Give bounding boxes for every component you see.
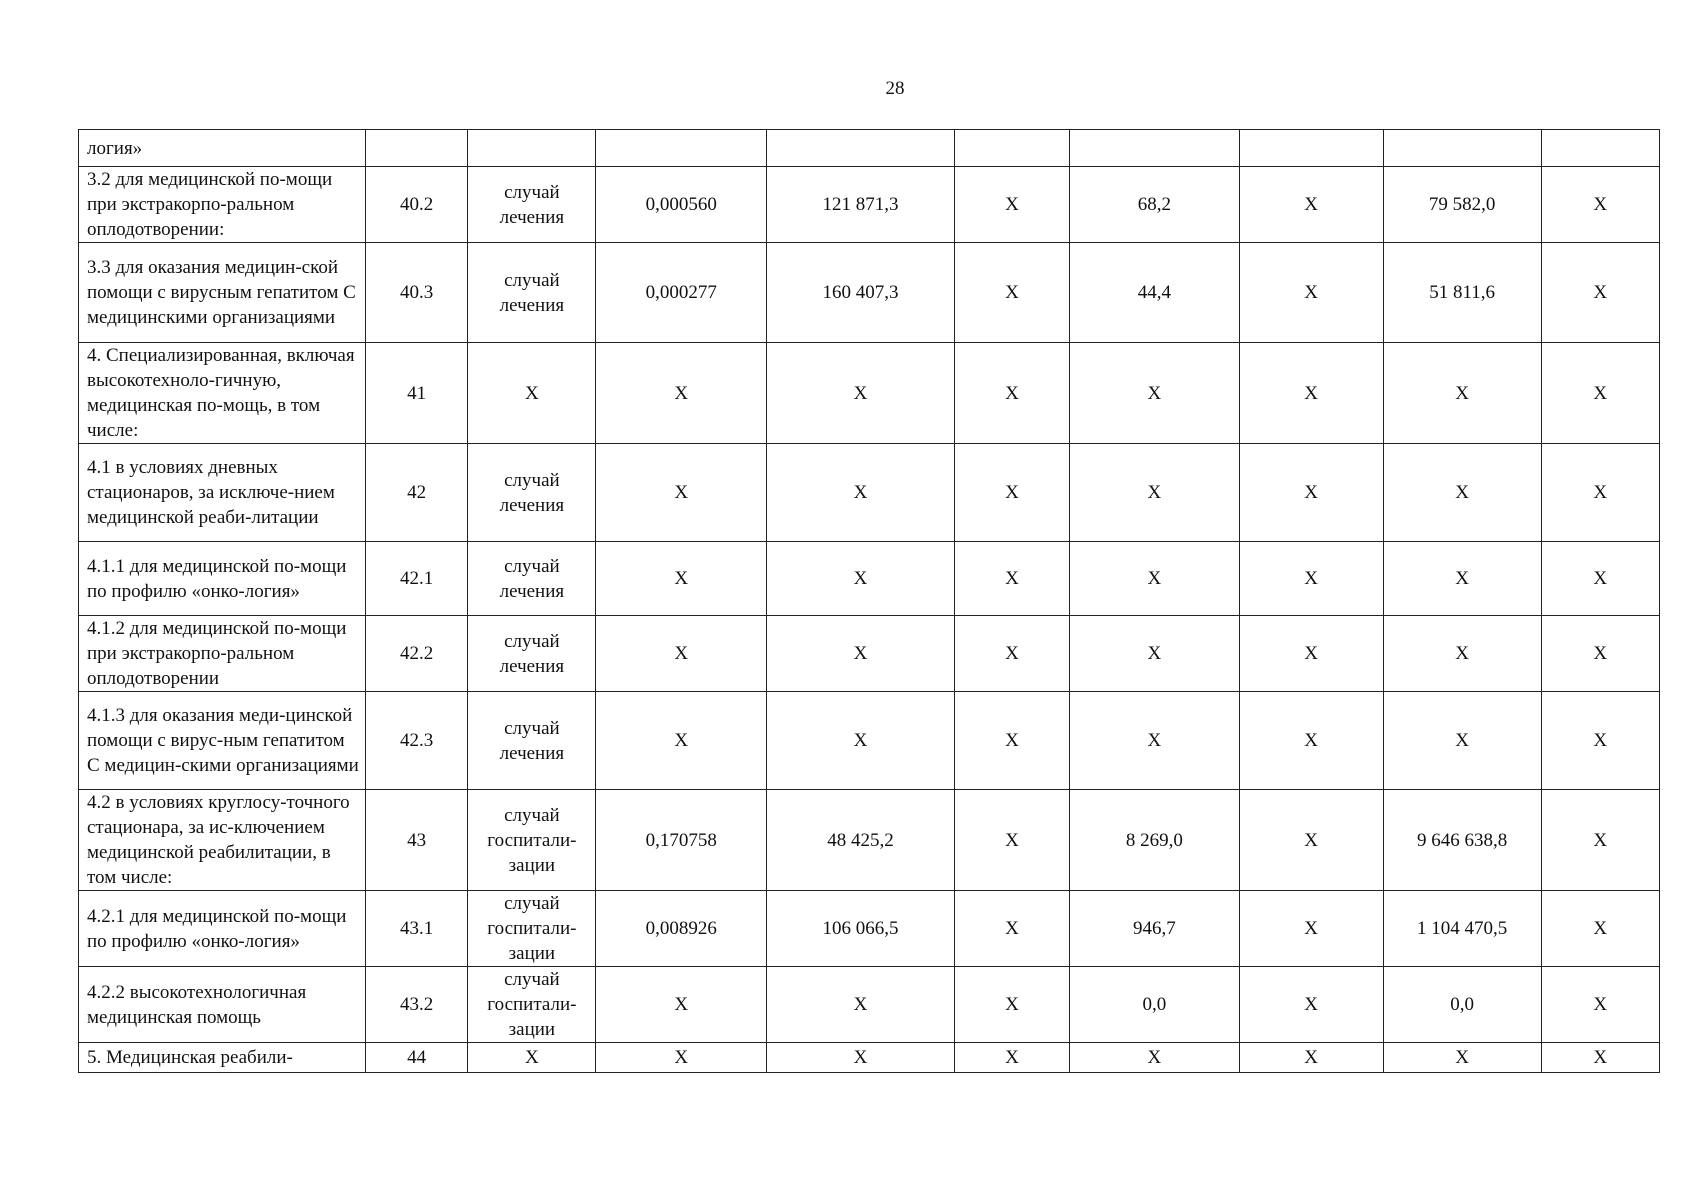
value-cell: X [596,1043,767,1073]
value-cell: X [954,1043,1069,1073]
value-cell: X [1541,790,1659,891]
value-cell: X [1239,967,1383,1043]
value-cell: X [954,343,1069,444]
row-code-cell: 42 [365,444,467,542]
value-cell: X [1541,616,1659,692]
table-row [79,444,1660,542]
value-cell: X [954,542,1069,616]
value-cell: X [1541,967,1659,1043]
value-cell: X [954,967,1069,1043]
value-cell: 0,0 [1383,967,1541,1043]
value-cell: X [596,692,767,790]
value-cell: 0,0 [1070,967,1240,1043]
unit-cell: случай лечения [468,692,596,790]
row-code-cell: 43.2 [365,967,467,1043]
table-row [79,1043,1660,1073]
value-cell [767,130,955,167]
value-cell: X [1383,692,1541,790]
value-cell: 51 811,6 [1383,243,1541,343]
value-cell: X [1239,692,1383,790]
table-row [79,130,1660,167]
unit-cell: X [468,343,596,444]
value-cell: X [1541,444,1659,542]
value-cell [596,130,767,167]
value-cell: X [1541,167,1659,243]
table-row [79,790,1660,891]
table-row [79,967,1660,1043]
row-name-cell: 4.1.2 для медицинской по-мощи при экстракорпо-ральном оплодотворении [79,616,366,692]
unit-cell: X [468,1043,596,1073]
table-row [79,891,1660,967]
value-cell: 0,000560 [596,167,767,243]
value-cell: X [1070,444,1240,542]
row-name-cell: 5. Медицинская реабили- [79,1043,366,1073]
value-cell: X [596,542,767,616]
value-cell: 106 066,5 [767,891,955,967]
unit-cell: случай лечения [468,616,596,692]
value-cell: X [1541,343,1659,444]
unit-cell [468,130,596,167]
value-cell: X [767,967,955,1043]
row-name-cell: 3.3 для оказания медицин-ской помощи с вирусным гепатитом С медицинскими организациями [79,243,366,343]
table-row [79,542,1660,616]
row-name-cell: логия» [79,130,366,167]
value-cell: X [767,343,955,444]
value-cell: X [1239,616,1383,692]
table-row [79,167,1660,243]
value-cell: X [1239,1043,1383,1073]
value-cell [1541,130,1659,167]
row-code-cell: 42.3 [365,692,467,790]
value-cell: X [596,616,767,692]
value-cell: X [1383,542,1541,616]
value-cell: 946,7 [1070,891,1240,967]
value-cell: X [1541,542,1659,616]
row-code-cell: 44 [365,1043,467,1073]
row-code-cell: 40.3 [365,243,467,343]
value-cell: 121 871,3 [767,167,955,243]
value-cell: X [1383,444,1541,542]
value-cell: 0,170758 [596,790,767,891]
value-cell: X [767,542,955,616]
value-cell: X [954,790,1069,891]
unit-cell: случай лечения [468,444,596,542]
value-cell: X [1383,616,1541,692]
table-row [79,243,1660,343]
page-number: 28 [885,78,905,99]
value-cell: X [1239,542,1383,616]
value-cell: X [1070,343,1240,444]
value-cell: X [1239,891,1383,967]
value-cell: X [767,1043,955,1073]
value-cell: X [1070,616,1240,692]
value-cell: X [954,891,1069,967]
value-cell: 160 407,3 [767,243,955,343]
value-cell: 44,4 [1070,243,1240,343]
row-code-cell [365,130,467,167]
value-cell [1383,130,1541,167]
value-cell: 8 269,0 [1070,790,1240,891]
value-cell: X [954,167,1069,243]
value-cell: 1 104 470,5 [1383,891,1541,967]
value-cell: X [954,616,1069,692]
row-name-cell: 4.2.1 для медицинской по-мощи по профилю «онко-логия» [79,891,366,967]
value-cell: X [1070,542,1240,616]
row-name-cell: 3.2 для медицинской по-мощи при экстракорпо-ральном оплодотворении: [79,167,366,243]
unit-cell: случай лечения [468,542,596,616]
value-cell [954,130,1069,167]
value-cell: X [954,444,1069,542]
value-cell: X [1070,692,1240,790]
value-cell: X [954,243,1069,343]
row-name-cell: 4.2.2 высокотехнологичная медицинская помощь [79,967,366,1043]
value-cell: X [1239,444,1383,542]
row-code-cell: 41 [365,343,467,444]
row-code-cell: 43.1 [365,891,467,967]
value-cell: X [1383,343,1541,444]
table-row [79,616,1660,692]
value-cell: 79 582,0 [1383,167,1541,243]
value-cell: X [1541,891,1659,967]
row-code-cell: 42.2 [365,616,467,692]
value-cell: X [596,343,767,444]
value-cell: X [1070,1043,1240,1073]
value-cell [1070,130,1240,167]
value-cell: X [1541,243,1659,343]
value-cell: X [1541,692,1659,790]
value-cell: X [767,444,955,542]
row-name-cell: 4.1.3 для оказания меди-цинской помощи с вирус-ным гепатитом С медицин-скими организациями [79,692,366,790]
value-cell: X [596,444,767,542]
value-cell: X [1541,1043,1659,1073]
unit-cell: случай лечения [468,167,596,243]
value-cell: 0,008926 [596,891,767,967]
value-cell: X [767,692,955,790]
value-cell: 9 646 638,8 [1383,790,1541,891]
value-cell: X [767,616,955,692]
value-cell: 0,000277 [596,243,767,343]
unit-cell: случай госпитали-зации [468,967,596,1043]
row-name-cell: 4.2 в условиях круглосу-точного стационара, за ис-ключением медицинской реабилитации, в том числе: [79,790,366,891]
unit-cell: случай госпитали-зации [468,790,596,891]
row-code-cell: 40.2 [365,167,467,243]
table-row [79,692,1660,790]
data-table [78,129,1660,1073]
value-cell: 68,2 [1070,167,1240,243]
value-cell [1239,130,1383,167]
value-cell: X [1239,243,1383,343]
unit-cell: случай лечения [468,243,596,343]
row-code-cell: 43 [365,790,467,891]
row-name-cell: 4. Специализированная, включая высокотехноло-гичную, медицинская по-мощь, в том числе: [79,343,366,444]
value-cell: X [1239,790,1383,891]
unit-cell: случай госпитали-зации [468,891,596,967]
value-cell: X [1239,167,1383,243]
value-cell: X [1239,343,1383,444]
value-cell: X [596,967,767,1043]
value-cell: X [1383,1043,1541,1073]
row-name-cell: 4.1 в условиях дневных стационаров, за исключе-нием медицинской реаби-литации [79,444,366,542]
value-cell: 48 425,2 [767,790,955,891]
table-row [79,343,1660,444]
row-code-cell: 42.1 [365,542,467,616]
row-name-cell: 4.1.1 для медицинской по-мощи по профилю «онко-логия» [79,542,366,616]
value-cell: X [954,692,1069,790]
